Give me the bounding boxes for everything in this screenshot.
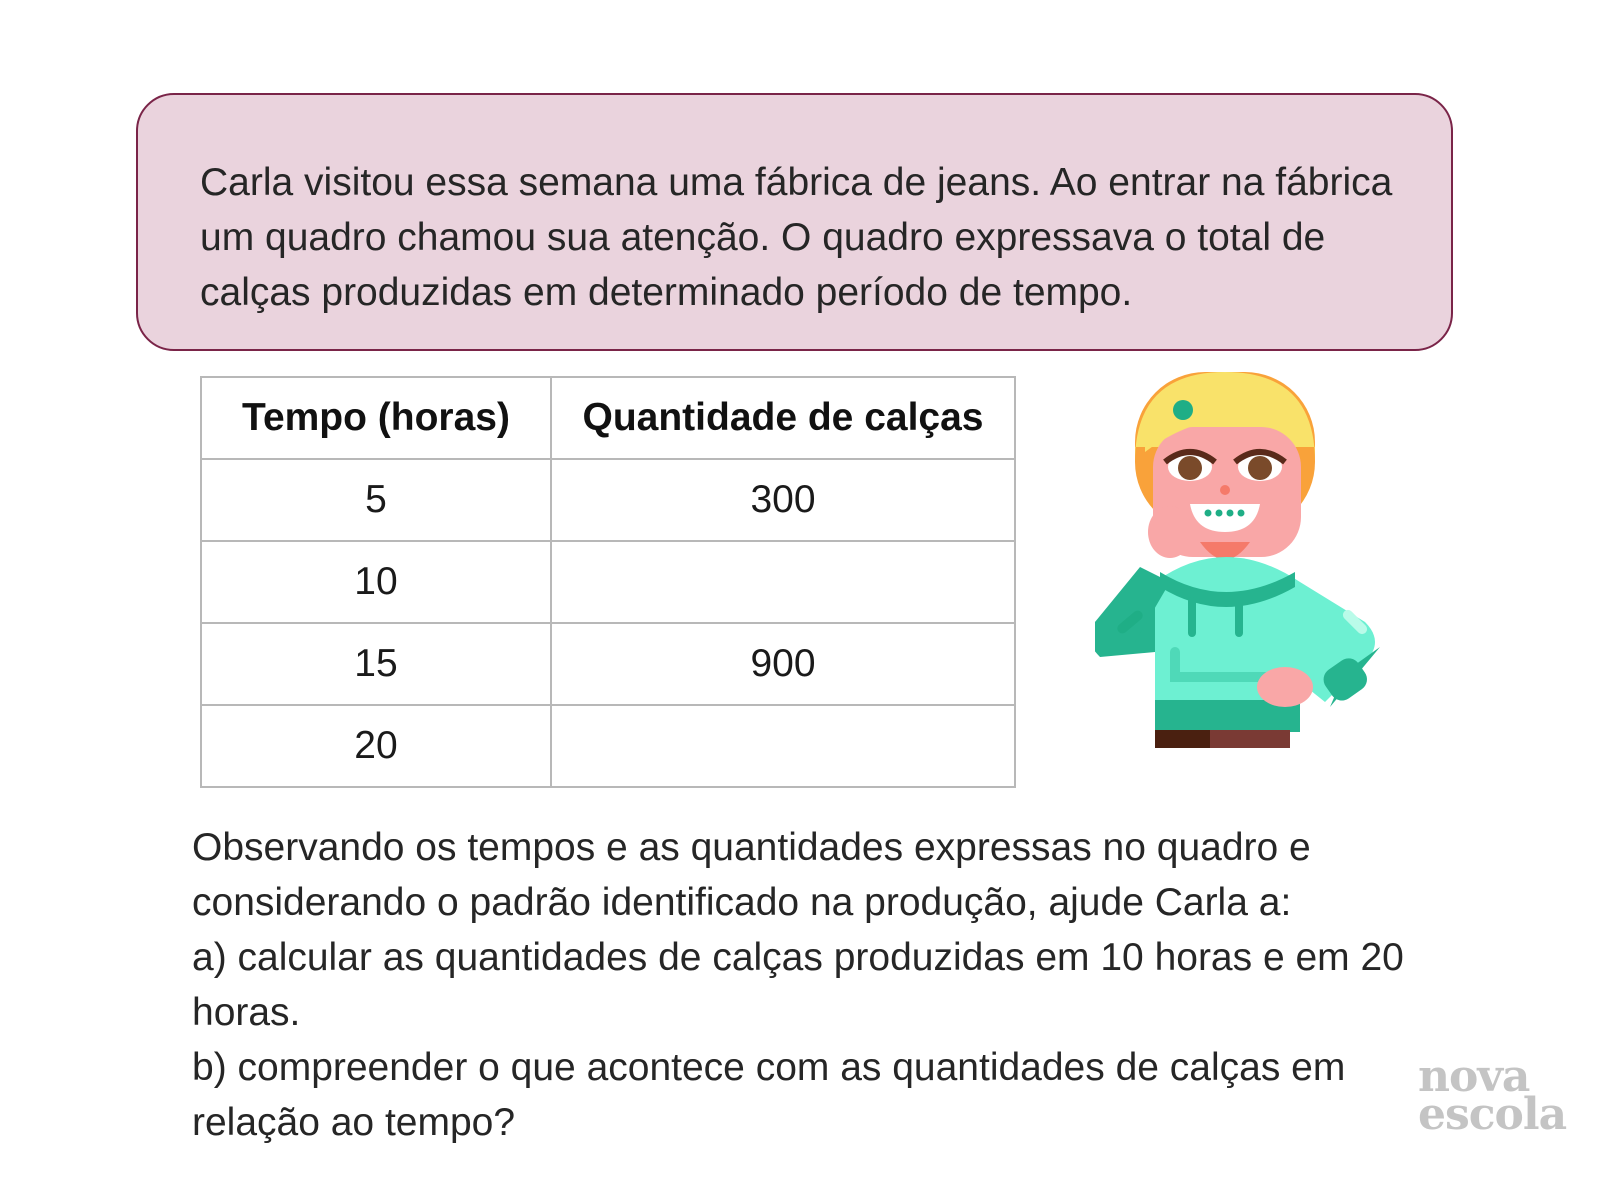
table-row — [201, 705, 1015, 787]
table-row — [201, 541, 1015, 623]
cell-quantity — [551, 541, 1015, 623]
question-text — [192, 820, 1422, 1150]
logo-line-2: escola — [1418, 1089, 1567, 1140]
question-part-a: a) calcular as quantidades de calças produzidas em 10 horas e em 20 horas. — [192, 936, 1404, 1034]
cell-time: 20 — [201, 705, 551, 787]
cell-quantity: 300 — [551, 459, 1015, 541]
intro-text: Carla visitou essa semana uma fábrica de jeans. Ao entrar na fábrica um quadro chamou sua atenção. O quadro expressava o total de calças produzidas em determinado período de tempo. — [200, 161, 1393, 314]
table-row — [201, 623, 1015, 705]
intro-box — [136, 93, 1453, 351]
cell-time: 10 — [201, 541, 551, 623]
cell-time: 15 — [201, 623, 551, 705]
table-row — [201, 459, 1015, 541]
header-quantity: Quantidade de calças — [551, 377, 1015, 459]
cell-quantity — [551, 705, 1015, 787]
girl-thinking-icon — [1095, 372, 1425, 772]
question-intro: Observando os tempos e as quantidades expressas no quadro e considerando o padrão identificado na produção, ajude Carla a: — [192, 826, 1311, 924]
cell-quantity: 900 — [551, 623, 1015, 705]
question-part-b: b) compreender o que acontece com as quantidades de calças em relação ao tempo? — [192, 1046, 1346, 1144]
table-header-row — [201, 377, 1015, 459]
production-table — [200, 376, 1016, 788]
nova-escola-logo — [1418, 1051, 1578, 1140]
cell-time: 5 — [201, 459, 551, 541]
header-time: Tempo (horas) — [201, 377, 551, 459]
logo-line-1: nova — [1418, 1051, 1530, 1102]
